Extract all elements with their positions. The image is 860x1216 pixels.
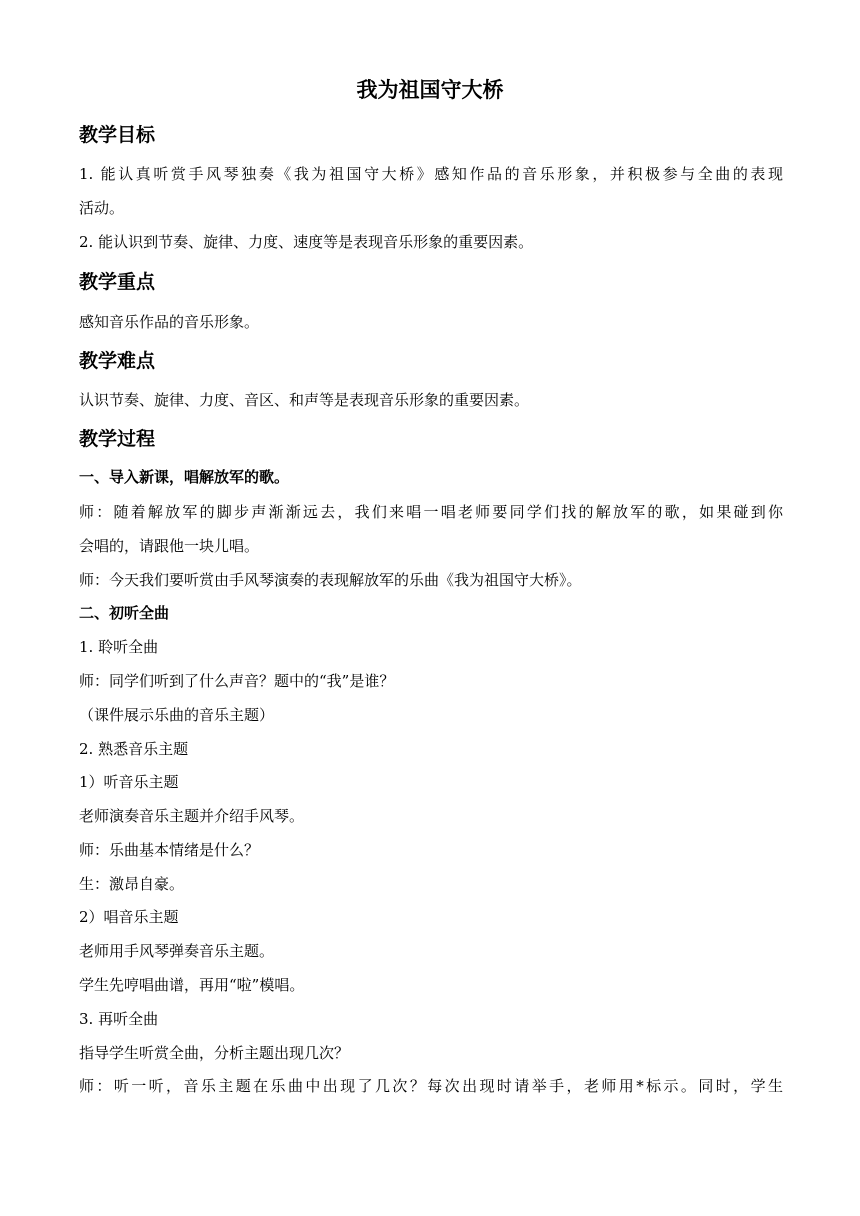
- process-part1-line-3: 师：今天我们要听赏由手风琴演奏的表现解放军的乐曲《我为祖国守大桥》。: [79, 571, 582, 589]
- process-part1-heading: 一、导入新课，唱解放军的歌。: [79, 468, 290, 486]
- document-title: 我为祖国守大桥: [356, 78, 504, 102]
- goal-item-1: 1. 能认真听赏手风琴独奏《我为祖国守大桥》感知作品的音乐形象，并积极参与全曲的表现: [79, 165, 783, 183]
- process-part2-line-13: 指导学生听赏全曲，分析主题出现几次？: [79, 1044, 350, 1062]
- goal-item-2: 2. 能认识到节奏、旋律、力度、速度等是表现音乐形象的重要因素。: [79, 233, 534, 251]
- process-part2-heading: 二、初听全曲: [79, 604, 170, 622]
- process-part2-line-10: 老师用手风琴弹奏音乐主题。: [79, 942, 275, 960]
- process-part2-line-12: 3. 再听全曲: [79, 1010, 159, 1028]
- process-part1-line-1: 师：随着解放军的脚步声渐渐远去，我们来唱一唱老师要同学们找的解放军的歌，如果碰到你: [79, 503, 783, 521]
- process-part2-line-4: 2. 熟悉音乐主题: [79, 740, 189, 758]
- section-heading-key-points: 教学重点: [79, 271, 156, 293]
- process-part2-line-8: 生：激昂自豪。: [79, 875, 185, 893]
- difficulties-text: 认识节奏、旋律、力度、音区、和声等是表现音乐形象的重要因素。: [79, 391, 530, 409]
- process-part2-line-9: 2）唱音乐主题: [79, 908, 179, 926]
- process-part2-line-2: 师：同学们听到了什么声音？题中的“我”是谁？: [79, 672, 395, 690]
- section-heading-difficulties: 教学难点: [79, 350, 156, 372]
- process-part2-line-1: 1. 聆听全曲: [79, 638, 159, 656]
- process-part2-line-7: 师：乐曲基本情绪是什么？: [79, 841, 260, 859]
- process-part2-line-14: 师：听一听，音乐主题在乐曲中出现了几次？每次出现时请举手，老师用*标示。同时，学生: [79, 1077, 783, 1095]
- process-part2-line-3: （课件展示乐曲的音乐主题）: [79, 706, 275, 724]
- process-part2-line-11: 学生先哼唱曲谱，再用“啦”模唱。: [79, 976, 305, 994]
- goal-item-1-continued: 活动。: [79, 199, 125, 217]
- process-part2-line-6: 老师演奏音乐主题并介绍手风琴。: [79, 807, 305, 825]
- process-part1-line-2: 会唱的，请跟他一块儿唱。: [79, 537, 260, 555]
- key-points-text: 感知音乐作品的音乐形象。: [79, 313, 260, 331]
- process-part2-line-5: 1）听音乐主题: [79, 773, 179, 791]
- section-heading-goals: 教学目标: [79, 124, 156, 146]
- section-heading-process: 教学过程: [79, 428, 156, 450]
